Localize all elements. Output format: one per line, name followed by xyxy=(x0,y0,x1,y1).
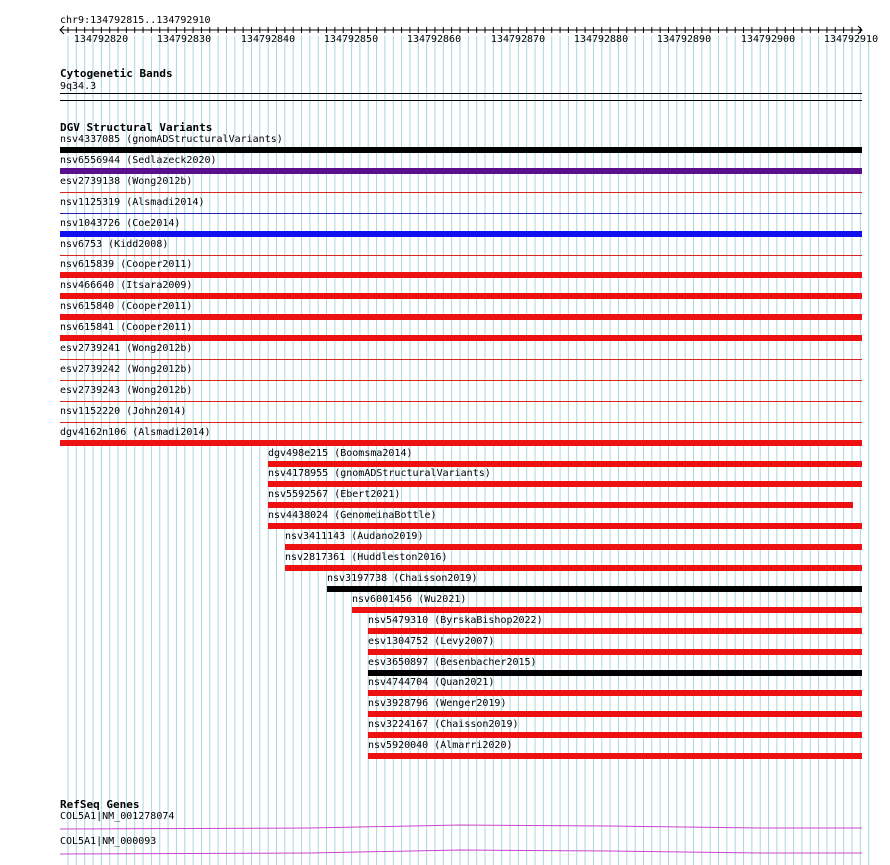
sv-feature-label: nsv6753 (Kidd2008) xyxy=(60,238,169,250)
sv-feature-bar[interactable] xyxy=(327,586,862,592)
sv-feature-label: nsv615839 (Cooper2011) xyxy=(60,259,193,271)
sv-feature-bar[interactable] xyxy=(60,231,862,237)
sv-feature-label: nsv3197738 (Chaisson2019) xyxy=(327,572,478,584)
sv-feature-label: nsv1152220 (John2014) xyxy=(60,405,187,417)
sv-feature-label: nsv4744704 (Quan2021) xyxy=(368,677,495,689)
ruler-tick-label: 134792830 xyxy=(156,34,212,45)
sv-feature-label: esv2739138 (Wong2012b) xyxy=(60,175,193,187)
sv-feature-bar[interactable] xyxy=(368,690,862,696)
gene-label: COL5A1|NM_000093 xyxy=(60,836,157,847)
ruler-tick-label: 134792820 xyxy=(73,34,129,45)
sv-feature-label: nsv615841 (Cooper2011) xyxy=(60,322,193,334)
gene-label: COL5A1|NM_001278074 xyxy=(60,811,175,822)
sv-feature-bar[interactable] xyxy=(60,401,862,402)
cytoband-track-title[interactable]: Cytogenetic Bands xyxy=(60,67,173,80)
track-separator xyxy=(60,100,862,101)
ruler-tick-label: 134792870 xyxy=(490,34,546,45)
sv-feature-label: nsv1125319 (Alsmadi2014) xyxy=(60,196,205,208)
sv-feature-label: esv2739243 (Wong2012b) xyxy=(60,384,193,396)
sv-feature-label: nsv4337085 (gnomADStructuralVariants) xyxy=(60,134,283,145)
sv-feature-bar[interactable] xyxy=(268,523,862,529)
ruler-tick-label: 134792860 xyxy=(406,34,462,45)
sv-feature-label: nsv5479310 (ByrskaBishop2022) xyxy=(368,614,543,626)
sv-feature-bar[interactable] xyxy=(268,461,862,467)
sv-feature-bar[interactable] xyxy=(60,192,862,193)
sv-feature-bar[interactable] xyxy=(368,649,862,655)
sv-feature-label: nsv1043726 (Coe2014) xyxy=(60,217,181,229)
sv-feature-label: nsv3928796 (Wenger2019) xyxy=(368,698,507,710)
sv-feature-bar[interactable] xyxy=(368,670,862,676)
sv-feature-label: esv1304752 (Levy2007) xyxy=(368,635,495,647)
sv-feature-bar[interactable] xyxy=(60,213,862,214)
sv-feature-label: nsv6001456 (Wu2021) xyxy=(352,593,467,605)
sv-feature-bar[interactable] xyxy=(60,440,862,446)
ruler-tick-label: 134792840 xyxy=(240,34,296,45)
sv-feature-label: dgv498e215 (Boomsma2014) xyxy=(268,447,413,459)
sv-feature-bar[interactable] xyxy=(368,732,862,738)
sv-feature-bar[interactable] xyxy=(60,293,862,299)
sv-feature-label: nsv466640 (Itsara2009) xyxy=(60,280,193,292)
sv-feature-label: nsv3411143 (Audano2019) xyxy=(285,531,424,543)
gene-line[interactable] xyxy=(60,823,862,831)
sv-feature-bar[interactable] xyxy=(60,314,862,320)
sv-feature-bar[interactable] xyxy=(60,255,862,256)
cytoband-line xyxy=(60,93,862,94)
sv-feature-bar[interactable] xyxy=(60,380,862,381)
sv-feature-label: nsv5920040 (Almarri2020) xyxy=(368,740,513,752)
sv-feature-bar[interactable] xyxy=(60,168,862,174)
ruler-tick-label: 134792910 xyxy=(823,34,879,45)
sv-feature-bar[interactable] xyxy=(368,711,862,717)
sv-feature-label: nsv5592567 (Ebert2021) xyxy=(268,489,401,501)
sv-feature-bar[interactable] xyxy=(368,753,862,759)
sv-feature-label: dgv4162n106 (Alsmadi2014) xyxy=(60,426,211,438)
sv-feature-label: nsv6556944 (Sedlazeck2020) xyxy=(60,154,217,166)
sv-feature-bar[interactable] xyxy=(285,544,862,550)
sv-feature-label: esv2739241 (Wong2012b) xyxy=(60,343,193,354)
sv-feature-label: nsv4438024 (GenomeinaBottle) xyxy=(268,510,437,522)
sv-feature-bar[interactable] xyxy=(60,359,862,360)
sv-feature-bar[interactable] xyxy=(60,272,862,278)
sv-feature-label: nsv3224167 (Chaisson2019) xyxy=(368,719,519,731)
sv-feature-bar[interactable] xyxy=(368,628,862,634)
ruler-tick-label: 134792880 xyxy=(573,34,629,45)
sv-feature-bar[interactable] xyxy=(60,422,862,423)
sv-feature-label: esv3650897 (Besenbacher2015) xyxy=(368,656,537,668)
cytoband-label: 9q34.3 xyxy=(60,81,97,92)
sv-feature-bar[interactable] xyxy=(268,502,853,508)
sv-feature-bar[interactable] xyxy=(60,147,862,153)
ruler-tick-label: 134792890 xyxy=(656,34,712,45)
sv-feature-bar[interactable] xyxy=(60,335,862,341)
sv-feature-label: esv2739242 (Wong2012b) xyxy=(60,363,193,375)
sv-feature-label: nsv4178955 (gnomADStructuralVariants) xyxy=(268,468,491,480)
gene-line[interactable] xyxy=(60,848,862,856)
ruler-tick-label: 134792850 xyxy=(323,34,379,45)
refseq-track-title[interactable]: RefSeq Genes xyxy=(60,798,140,811)
ruler-tick-label: 134792900 xyxy=(740,34,796,45)
sv-feature-label: nsv615840 (Cooper2011) xyxy=(60,301,193,313)
sv-feature-bar[interactable] xyxy=(352,607,862,613)
sv-feature-label: nsv2817361 (Huddleston2016) xyxy=(285,552,448,563)
sv-feature-bar[interactable] xyxy=(285,565,862,571)
range-label: chr9:134792815..134792910 xyxy=(60,15,211,26)
sv-feature-bar[interactable] xyxy=(268,481,862,487)
dgv-track-title[interactable]: DGV Structural Variants xyxy=(60,121,213,134)
